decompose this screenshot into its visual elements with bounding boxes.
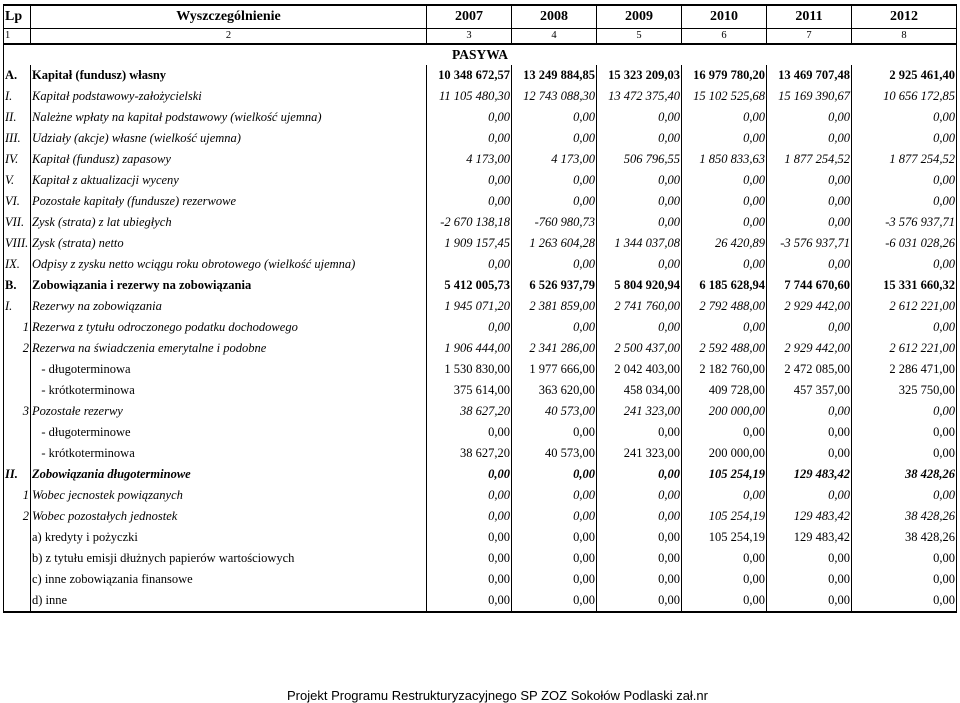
row-value: 0,00 <box>852 569 957 590</box>
row-value: 2 286 471,00 <box>852 359 957 380</box>
row-value: 15 331 660,32 <box>852 275 957 296</box>
row-value: 1 877 254,52 <box>852 149 957 170</box>
row-value: 0,00 <box>767 191 852 212</box>
section-row <box>4 44 957 65</box>
row-value: 0,00 <box>512 464 597 485</box>
table-row <box>4 506 957 527</box>
row-value: 0,00 <box>682 107 767 128</box>
row-value: 2 929 442,00 <box>767 296 852 317</box>
header-lp: Lp <box>4 5 31 29</box>
row-lp: I. <box>4 86 31 107</box>
row-value: 15 169 390,67 <box>767 86 852 107</box>
row-value: 2 925 461,40 <box>852 65 957 86</box>
row-value: 1 909 157,45 <box>427 233 512 254</box>
row-value: 105 254,19 <box>682 464 767 485</box>
row-value: 0,00 <box>512 548 597 569</box>
row-value: 0,00 <box>767 401 852 422</box>
row-value: 40 573,00 <box>512 401 597 422</box>
row-value: 6 526 937,79 <box>512 275 597 296</box>
row-value: 200 000,00 <box>682 401 767 422</box>
row-value: 0,00 <box>852 128 957 149</box>
row-value: 0,00 <box>427 107 512 128</box>
table-row <box>4 317 957 338</box>
row-value: 0,00 <box>597 464 682 485</box>
row-value: 129 483,42 <box>767 464 852 485</box>
row-value: 0,00 <box>597 317 682 338</box>
row-value: 2 042 403,00 <box>597 359 682 380</box>
row-value: 0,00 <box>682 212 767 233</box>
row-label: Kapitał (fundusz) własny <box>31 65 427 86</box>
row-value: 0,00 <box>512 485 597 506</box>
header-year: 2009 <box>597 5 682 29</box>
row-value: -760 980,73 <box>512 212 597 233</box>
table-row <box>4 86 957 107</box>
row-label: - krótkoterminowa <box>31 443 427 464</box>
table-row <box>4 233 957 254</box>
row-label: Zobowiązania i rezerwy na zobowiązania <box>31 275 427 296</box>
row-value: 0,00 <box>427 191 512 212</box>
row-lp: 3 <box>4 401 31 422</box>
row-value: 0,00 <box>597 590 682 612</box>
row-value: 0,00 <box>767 569 852 590</box>
row-value: 1 877 254,52 <box>767 149 852 170</box>
row-value: 2 929 442,00 <box>767 338 852 359</box>
row-value: 0,00 <box>512 254 597 275</box>
row-value: 0,00 <box>852 170 957 191</box>
row-value: 40 573,00 <box>512 443 597 464</box>
row-label: Należne wpłaty na kapitał podstawowy (wielkość ujemna) <box>31 107 427 128</box>
row-value: 0,00 <box>682 254 767 275</box>
row-lp: III. <box>4 128 31 149</box>
table-row <box>4 149 957 170</box>
row-value: 0,00 <box>682 548 767 569</box>
row-value: 241 323,00 <box>597 401 682 422</box>
row-label: Odpisy z zysku netto wciągu roku obrotowego (wielkość ujemna) <box>31 254 427 275</box>
row-value: -6 031 028,26 <box>852 233 957 254</box>
row-label: Pozostałe rezerwy <box>31 401 427 422</box>
row-lp: VIII. <box>4 233 31 254</box>
row-value: 0,00 <box>767 128 852 149</box>
row-value: 0,00 <box>512 569 597 590</box>
row-value: 2 341 286,00 <box>512 338 597 359</box>
row-lp <box>4 569 31 590</box>
row-value: 0,00 <box>597 485 682 506</box>
row-value: 2 792 488,00 <box>682 296 767 317</box>
column-number: 2 <box>31 29 427 45</box>
row-value: 0,00 <box>427 317 512 338</box>
row-value: 0,00 <box>682 485 767 506</box>
row-value: 0,00 <box>427 254 512 275</box>
table-row <box>4 569 957 590</box>
column-number: 3 <box>427 29 512 45</box>
row-value: 0,00 <box>767 212 852 233</box>
column-number: 1 <box>4 29 31 45</box>
row-value: 0,00 <box>852 107 957 128</box>
row-value: 0,00 <box>427 170 512 191</box>
row-value: 0,00 <box>597 569 682 590</box>
row-value: 38 428,26 <box>852 527 957 548</box>
row-value: 1 263 604,28 <box>512 233 597 254</box>
row-value: 0,00 <box>767 422 852 443</box>
row-label: Udziały (akcje) własne (wielkość ujemna) <box>31 128 427 149</box>
row-value: 13 469 707,48 <box>767 65 852 86</box>
row-value: 0,00 <box>767 170 852 191</box>
table-row <box>4 422 957 443</box>
row-value: 325 750,00 <box>852 380 957 401</box>
row-value: 5 412 005,73 <box>427 275 512 296</box>
row-value: 4 173,00 <box>512 149 597 170</box>
row-label: Zobowiązania długoterminowe <box>31 464 427 485</box>
row-value: 0,00 <box>512 506 597 527</box>
row-value: 16 979 780,20 <box>682 65 767 86</box>
row-value: 10 348 672,57 <box>427 65 512 86</box>
row-value: 0,00 <box>512 422 597 443</box>
row-lp: VII. <box>4 212 31 233</box>
row-value: 0,00 <box>597 254 682 275</box>
row-label: Kapitał z aktualizacji wyceny <box>31 170 427 191</box>
row-value: 0,00 <box>852 443 957 464</box>
row-value: 0,00 <box>682 170 767 191</box>
row-value: 2 612 221,00 <box>852 296 957 317</box>
table-row <box>4 296 957 317</box>
row-value: 0,00 <box>767 548 852 569</box>
row-value: -3 576 937,71 <box>767 233 852 254</box>
row-value: 0,00 <box>597 107 682 128</box>
row-value: 13 472 375,40 <box>597 86 682 107</box>
table-row <box>4 338 957 359</box>
header-year: 2012 <box>852 5 957 29</box>
row-value: 0,00 <box>512 317 597 338</box>
row-value: 0,00 <box>597 191 682 212</box>
row-value: 0,00 <box>682 191 767 212</box>
header-year: 2010 <box>682 5 767 29</box>
row-label: Rezerwa na świadczenia emerytalne i podobne <box>31 338 427 359</box>
row-label: Rezerwa z tytułu odroczonego podatku dochodowego <box>31 317 427 338</box>
row-value: 38 627,20 <box>427 443 512 464</box>
table-row <box>4 170 957 191</box>
row-lp: 1 <box>4 485 31 506</box>
table-row <box>4 212 957 233</box>
row-value: 38 627,20 <box>427 401 512 422</box>
row-value: 4 173,00 <box>427 149 512 170</box>
row-value: 0,00 <box>852 485 957 506</box>
row-lp <box>4 527 31 548</box>
pasywa-table <box>3 4 957 613</box>
row-value: 0,00 <box>512 170 597 191</box>
row-value: 1 344 037,08 <box>597 233 682 254</box>
row-value: 375 614,00 <box>427 380 512 401</box>
row-lp: VI. <box>4 191 31 212</box>
row-value: 105 254,19 <box>682 506 767 527</box>
row-value: 0,00 <box>512 191 597 212</box>
row-value: 2 500 437,00 <box>597 338 682 359</box>
row-value: 0,00 <box>682 590 767 612</box>
row-value: 2 472 085,00 <box>767 359 852 380</box>
row-lp: 2 <box>4 506 31 527</box>
row-value: 15 323 209,03 <box>597 65 682 86</box>
row-value: 0,00 <box>767 317 852 338</box>
row-value: 0,00 <box>427 422 512 443</box>
row-value: 0,00 <box>597 170 682 191</box>
row-label: b) z tytułu emisji dłużnych papierów wartościowych <box>31 548 427 569</box>
column-number: 4 <box>512 29 597 45</box>
row-lp <box>4 443 31 464</box>
row-lp: I. <box>4 296 31 317</box>
row-value: 129 483,42 <box>767 527 852 548</box>
row-value: 0,00 <box>682 422 767 443</box>
row-label: Zysk (strata) netto <box>31 233 427 254</box>
row-label: Rezerwy na zobowiązania <box>31 296 427 317</box>
row-lp: IV. <box>4 149 31 170</box>
row-value: 0,00 <box>427 569 512 590</box>
row-label: a) kredyty i pożyczki <box>31 527 427 548</box>
row-value: 457 357,00 <box>767 380 852 401</box>
row-lp: II. <box>4 107 31 128</box>
row-value: 0,00 <box>682 317 767 338</box>
row-label: c) inne zobowiązania finansowe <box>31 569 427 590</box>
header-title: Wyszczególnienie <box>31 5 427 29</box>
row-value: 10 656 172,85 <box>852 86 957 107</box>
row-value: 0,00 <box>597 506 682 527</box>
table-row <box>4 548 957 569</box>
row-value: 409 728,00 <box>682 380 767 401</box>
row-value: 12 743 088,30 <box>512 86 597 107</box>
row-value: 38 428,26 <box>852 464 957 485</box>
table-row <box>4 380 957 401</box>
table-row <box>4 107 957 128</box>
row-value: 0,00 <box>597 422 682 443</box>
table-row <box>4 527 957 548</box>
row-value: 1 977 666,00 <box>512 359 597 380</box>
row-value: 0,00 <box>427 128 512 149</box>
table-row <box>4 401 957 422</box>
row-value: 0,00 <box>767 443 852 464</box>
table-row <box>4 275 957 296</box>
row-value: 0,00 <box>682 569 767 590</box>
row-value: 458 034,00 <box>597 380 682 401</box>
row-value: 0,00 <box>852 422 957 443</box>
column-number: 5 <box>597 29 682 45</box>
row-value: 0,00 <box>512 590 597 612</box>
row-value: 0,00 <box>767 254 852 275</box>
table-row <box>4 128 957 149</box>
row-value: 7 744 670,60 <box>767 275 852 296</box>
row-value: 0,00 <box>852 254 957 275</box>
header-row <box>4 5 957 29</box>
row-label: Kapitał (fundusz) zapasowy <box>31 149 427 170</box>
row-value: 0,00 <box>852 401 957 422</box>
table-row <box>4 254 957 275</box>
row-lp: II. <box>4 464 31 485</box>
row-label: - długoterminowa <box>31 359 427 380</box>
row-lp: B. <box>4 275 31 296</box>
row-value: 0,00 <box>427 527 512 548</box>
row-value: 0,00 <box>852 548 957 569</box>
row-value: 2 592 488,00 <box>682 338 767 359</box>
row-value: 0,00 <box>427 590 512 612</box>
row-value: 0,00 <box>512 107 597 128</box>
row-value: 0,00 <box>852 590 957 612</box>
row-value: 241 323,00 <box>597 443 682 464</box>
row-lp <box>4 590 31 612</box>
row-lp <box>4 380 31 401</box>
header-year: 2011 <box>767 5 852 29</box>
row-value: 15 102 525,68 <box>682 86 767 107</box>
row-value: -3 576 937,71 <box>852 212 957 233</box>
row-value: 0,00 <box>767 485 852 506</box>
row-value: 0,00 <box>597 212 682 233</box>
row-value: 0,00 <box>427 548 512 569</box>
column-number: 8 <box>852 29 957 45</box>
row-value: 13 249 884,85 <box>512 65 597 86</box>
row-value: 38 428,26 <box>852 506 957 527</box>
row-value: 0,00 <box>597 527 682 548</box>
table-row <box>4 191 957 212</box>
row-value: 0,00 <box>597 548 682 569</box>
column-number-row <box>4 29 957 45</box>
row-value: 6 185 628,94 <box>682 275 767 296</box>
row-value: 26 420,89 <box>682 233 767 254</box>
row-value: -2 670 138,18 <box>427 212 512 233</box>
row-lp: V. <box>4 170 31 191</box>
column-number: 7 <box>767 29 852 45</box>
row-lp: 1 <box>4 317 31 338</box>
row-label: Wobec jecnostek powiązanych <box>31 485 427 506</box>
row-value: 11 105 480,30 <box>427 86 512 107</box>
row-label: - długoterminowe <box>31 422 427 443</box>
row-value: 0,00 <box>597 128 682 149</box>
row-lp: IX. <box>4 254 31 275</box>
row-value: 0,00 <box>427 464 512 485</box>
row-value: 200 000,00 <box>682 443 767 464</box>
row-label: d) inne <box>31 590 427 612</box>
section-title: PASYWA <box>4 44 957 65</box>
table-row <box>4 464 957 485</box>
row-value: 363 620,00 <box>512 380 597 401</box>
row-lp <box>4 422 31 443</box>
row-value: 0,00 <box>852 317 957 338</box>
row-label: Wobec pozostałych jednostek <box>31 506 427 527</box>
row-value: 2 612 221,00 <box>852 338 957 359</box>
header-year: 2007 <box>427 5 512 29</box>
row-value: 129 483,42 <box>767 506 852 527</box>
row-value: 0,00 <box>767 590 852 612</box>
row-value: 5 804 920,94 <box>597 275 682 296</box>
row-value: 1 530 830,00 <box>427 359 512 380</box>
row-lp <box>4 359 31 380</box>
row-label: Zysk (strata) z lat ubiegłych <box>31 212 427 233</box>
row-value: 0,00 <box>427 485 512 506</box>
row-value: 1 945 071,20 <box>427 296 512 317</box>
row-value: 105 254,19 <box>682 527 767 548</box>
row-label: Kapitał podstawowy-założycielski <box>31 86 427 107</box>
row-label: - krótkoterminowa <box>31 380 427 401</box>
header-year: 2008 <box>512 5 597 29</box>
footer-text: Projekt Programu Restrukturyzacyjnego SP ZOZ Sokołów Podlaski zał.nr <box>287 688 708 703</box>
row-value: 2 182 760,00 <box>682 359 767 380</box>
row-value: 0,00 <box>767 107 852 128</box>
row-value: 2 741 760,00 <box>597 296 682 317</box>
row-label: Pozostałe kapitały (fundusze) rezerwowe <box>31 191 427 212</box>
row-value: 0,00 <box>682 128 767 149</box>
row-value: 2 381 859,00 <box>512 296 597 317</box>
row-value: 1 850 833,63 <box>682 149 767 170</box>
row-value: 506 796,55 <box>597 149 682 170</box>
row-lp: A. <box>4 65 31 86</box>
table-row <box>4 485 957 506</box>
table-row <box>4 65 957 86</box>
row-value: 1 906 444,00 <box>427 338 512 359</box>
column-number: 6 <box>682 29 767 45</box>
table-row <box>4 590 957 612</box>
table-row <box>4 359 957 380</box>
table-row <box>4 443 957 464</box>
row-lp: 2 <box>4 338 31 359</box>
row-value: 0,00 <box>512 527 597 548</box>
row-value: 0,00 <box>427 506 512 527</box>
row-value: 0,00 <box>512 128 597 149</box>
row-value: 0,00 <box>852 191 957 212</box>
row-lp <box>4 548 31 569</box>
